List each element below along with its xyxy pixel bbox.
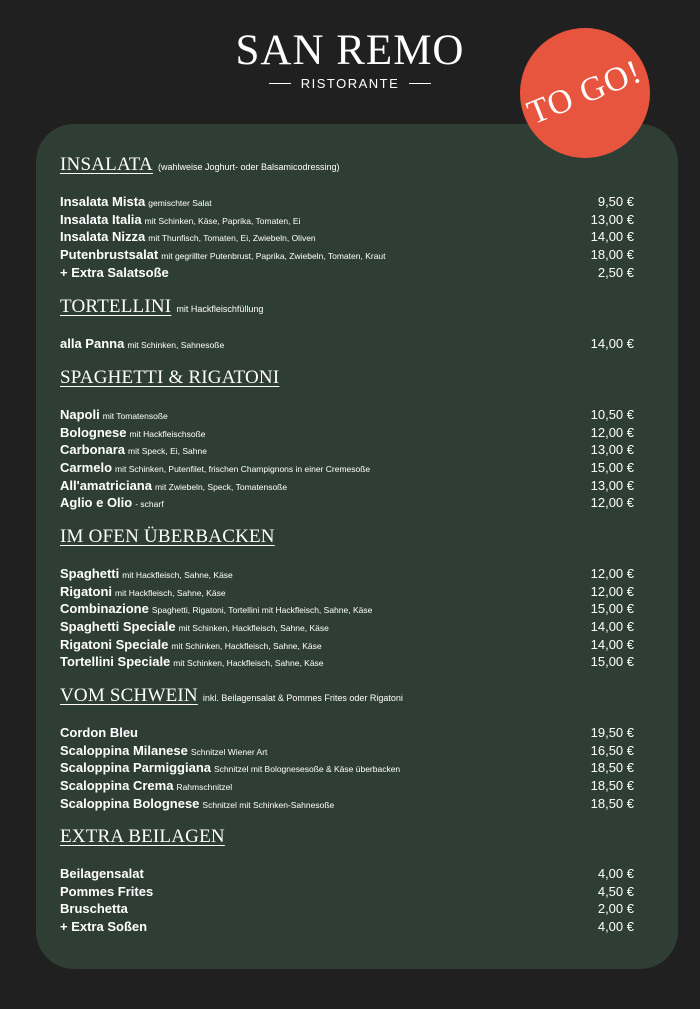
item-label — [60, 211, 300, 229]
item-name: Bruschetta — [60, 901, 128, 917]
item-description: mit Schinken, Sahnesoße — [127, 340, 225, 350]
item-label — [60, 193, 212, 211]
item-name: All'amatriciana — [60, 477, 152, 493]
section-heading — [60, 154, 640, 178]
section-insalata — [60, 154, 640, 281]
section-title: VOM SCHWEIN — [60, 685, 198, 706]
item-label — [60, 618, 329, 636]
item-label — [60, 246, 386, 264]
menu-item — [60, 459, 640, 477]
menu-item — [60, 883, 640, 901]
menu-item — [60, 335, 640, 353]
item-name: Cordon Bleu — [60, 725, 138, 740]
item-label — [60, 865, 144, 883]
item-description: mit Hackfleischsoße — [129, 428, 206, 439]
item-name: Insalata Nizza — [60, 229, 146, 245]
item-description: Spaghetti, Rigatoni, Tortellini mit Hackfleisch, Sahne, Käse — [151, 605, 373, 616]
item-price: 16,50 € — [590, 742, 634, 758]
item-name: + Extra Soßen — [60, 919, 148, 935]
brand-title: SAN REMO — [235, 27, 465, 74]
item-label — [60, 883, 153, 901]
item-list — [60, 865, 640, 936]
item-label — [60, 441, 207, 459]
item-name: Carmelo — [60, 460, 113, 476]
item-description: gemischter Salat — [148, 198, 212, 208]
menu-item — [60, 211, 640, 229]
item-list — [60, 565, 640, 671]
item-price: 18,00 € — [590, 247, 634, 263]
item-label — [60, 759, 400, 777]
menu-item — [60, 264, 640, 282]
item-price: 9,50 € — [597, 194, 634, 209]
item-name: + Extra Salatsoße — [60, 264, 169, 280]
item-price: 4,50 € — [597, 883, 634, 899]
item-label — [60, 264, 169, 282]
menu-item — [60, 653, 640, 671]
item-description: Rahmschnitzel — [176, 782, 233, 793]
item-name: Insalata Mista — [60, 194, 146, 209]
menu-item — [60, 900, 640, 918]
item-label — [60, 335, 224, 353]
item-price: 18,50 € — [590, 760, 634, 776]
item-label — [60, 636, 322, 654]
item-name: Scaloppina Parmiggiana — [60, 760, 211, 776]
item-description: Schnitzel mit Bolognesesoße & Käse überbacken — [214, 764, 401, 775]
item-price: 2,50 € — [597, 264, 634, 280]
menu-item — [60, 193, 640, 211]
divider-right — [409, 83, 431, 84]
item-description: mit Schinken, Hackfleisch, Sahne, Käse — [178, 623, 329, 634]
item-name: Spaghetti Speciale — [60, 619, 176, 635]
section-title: EXTRA BEILAGEN — [60, 826, 225, 847]
item-name: Spaghetti — [60, 566, 120, 581]
item-description: mit Hackfleisch, Sahne, Käse — [115, 587, 226, 598]
item-price: 18,50 € — [590, 795, 634, 811]
section-tortellini — [60, 296, 640, 353]
section-im-ofen-ueberbacken — [60, 526, 640, 671]
item-price: 14,00 € — [590, 336, 634, 351]
section-heading — [60, 526, 640, 550]
item-label — [60, 795, 334, 813]
item-description: mit Hackfleisch, Sahne, Käse — [122, 570, 233, 580]
item-description: mit Schinken, Putenfilet, frischen Champignons in einer Cremesoße — [115, 464, 371, 475]
item-label — [60, 600, 372, 618]
item-description: mit gegrillter Putenbrust, Paprika, Zwiebeln, Tomaten, Kraut — [161, 251, 386, 262]
section-note: mit Hackfleischfüllung — [176, 304, 264, 314]
item-name: Insalata Italia — [60, 211, 142, 227]
section-extra-beilagen — [60, 826, 640, 936]
item-label — [60, 918, 147, 936]
section-title: IM OFEN ÜBERBACKEN — [60, 526, 275, 547]
menu-item — [60, 583, 640, 601]
item-name: Rigatoni Speciale — [60, 636, 169, 652]
item-price: 12,00 € — [590, 583, 634, 599]
item-description: mit Schinken, Hackfleisch, Sahne, Käse — [173, 658, 324, 669]
menu-item — [60, 777, 640, 795]
item-description: - scharf — [135, 499, 164, 510]
menu-item — [60, 406, 640, 424]
item-description: Schnitzel mit Schinken-Sahnesoße — [202, 799, 335, 810]
item-description: mit Thunfisch, Tomaten, Ei, Zwiebeln, Oliven — [148, 233, 316, 244]
menu-item — [60, 759, 640, 777]
item-description: mit Schinken, Hackfleisch, Sahne, Käse — [171, 640, 322, 651]
item-label — [60, 459, 370, 477]
item-name: Pommes Frites — [60, 883, 154, 899]
item-label — [60, 477, 287, 495]
item-label — [60, 777, 232, 795]
item-label — [60, 565, 233, 583]
divider-left — [269, 83, 291, 84]
section-title: INSALATA — [60, 154, 153, 175]
item-price: 13,00 € — [590, 477, 634, 493]
section-heading — [60, 685, 640, 709]
item-list — [60, 335, 640, 353]
item-list — [60, 724, 640, 812]
menu-item — [60, 795, 640, 813]
subtitle-text: RISTORANTE — [300, 76, 400, 91]
section-note: inkl. Beilagensalat & Pommes Frites oder Rigatoni — [202, 693, 403, 703]
item-description: mit Schinken, Käse, Paprika, Tomaten, Ei — [144, 215, 301, 226]
item-name: Putenbrustsalat — [60, 247, 159, 263]
menu-item — [60, 228, 640, 246]
item-label — [60, 900, 128, 918]
section-vom-schwein — [60, 685, 640, 812]
item-price: 15,00 € — [590, 601, 634, 617]
item-description: Schnitzel Wiener Art — [190, 746, 268, 757]
item-label — [60, 742, 267, 760]
menu-item — [60, 441, 640, 459]
item-name: Aglio e Olio — [60, 495, 133, 511]
menu-item — [60, 477, 640, 495]
section-heading — [60, 826, 640, 850]
item-price: 12,00 € — [590, 424, 634, 440]
item-list — [60, 406, 640, 512]
item-price: 14,00 € — [590, 636, 634, 652]
section-heading — [60, 367, 640, 391]
item-name: Carbonara — [60, 442, 126, 458]
item-label — [60, 724, 138, 742]
item-price: 13,00 € — [590, 211, 634, 227]
section-title: SPAGHETTI & RIGATONI — [60, 367, 280, 388]
item-price: 10,50 € — [590, 407, 634, 422]
item-name: Rigatoni — [60, 583, 112, 599]
menu-item — [60, 742, 640, 760]
item-name: Scaloppina Milanese — [60, 742, 188, 758]
item-label — [60, 494, 164, 512]
item-label — [60, 424, 206, 442]
item-name: Beilagensalat — [60, 866, 144, 881]
item-name: alla Panna — [60, 336, 125, 351]
menu-item — [60, 494, 640, 512]
section-title: TORTELLINI — [60, 296, 172, 317]
item-label — [60, 653, 324, 671]
section-heading — [60, 296, 640, 320]
item-list — [60, 193, 640, 281]
section-note: (wahlweise Joghurt- oder Balsamicodressing) — [157, 162, 340, 172]
item-name: Tortellini Speciale — [60, 654, 171, 670]
item-price: 14,00 € — [590, 619, 634, 635]
item-price: 13,00 € — [590, 442, 634, 458]
menu-item — [60, 724, 640, 742]
item-label — [60, 583, 226, 601]
item-price: 14,00 € — [590, 229, 634, 245]
item-price: 4,00 € — [597, 866, 634, 881]
item-price: 19,50 € — [590, 725, 634, 740]
item-name: Scaloppina Bolognese — [60, 795, 200, 811]
item-description: mit Tomatensoße — [102, 411, 168, 421]
item-price: 12,00 € — [590, 495, 634, 511]
to-go-text: TO GO! — [522, 52, 648, 133]
item-price: 18,50 € — [590, 778, 634, 794]
item-name: Combinazione — [60, 601, 149, 617]
menu-item — [60, 565, 640, 583]
item-price: 15,00 € — [590, 460, 634, 476]
item-label — [60, 228, 316, 246]
menu-item — [60, 246, 640, 264]
menu-item — [60, 600, 640, 618]
item-price: 2,00 € — [597, 901, 634, 917]
menu-item — [60, 618, 640, 636]
item-name: Bolognese — [60, 424, 127, 440]
item-price: 12,00 € — [590, 566, 634, 581]
menu-item — [60, 424, 640, 442]
item-name: Scaloppina Crema — [60, 778, 174, 794]
item-price: 4,00 € — [597, 919, 634, 935]
item-description: mit Speck, Ei, Sahne — [128, 446, 207, 457]
item-name: Napoli — [60, 407, 100, 422]
item-label — [60, 406, 168, 424]
item-description: mit Zwiebeln, Speck, Tomatensoße — [154, 481, 288, 492]
to-go-badge — [520, 28, 650, 158]
item-price: 15,00 € — [590, 654, 634, 670]
menu-item — [60, 865, 640, 883]
menu-item — [60, 918, 640, 936]
menu-item — [60, 636, 640, 654]
section-spaghetti-rigatoni — [60, 367, 640, 512]
